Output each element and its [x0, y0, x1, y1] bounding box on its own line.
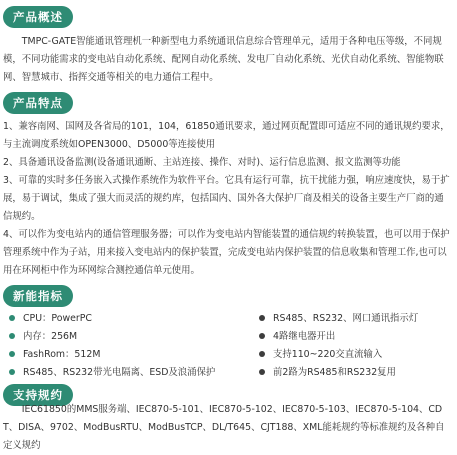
- feature-item-4: 4、可以作为变电站内的通信管理服务器；可以作为变电站内智能装置的通信规约转换装置，也可以用于保护管理系统中作为子站，用来接入变电站内的保护装置，完成变电站内保护装置的信息收集和管理工作,也可以用在环网柜中作为环网综合测控通信单元使用。: [3, 229, 450, 276]
- section-title-features: 产品特点: [3, 92, 73, 114]
- spec-item-left: [3, 310, 92, 328]
- bullet-dot-icon: [259, 351, 265, 357]
- bullet-dot-icon: [259, 369, 265, 375]
- spec-text: RS485、RS232、网口通讯指示灯: [273, 313, 419, 324]
- spec-item-right: [253, 346, 382, 364]
- bullet-dot-icon: [9, 351, 15, 357]
- spec-item-left: [3, 328, 77, 346]
- spec-row: [3, 346, 455, 364]
- spec-text: 内存：256M: [23, 331, 78, 342]
- feature-item-3: 3、可靠的实时多任务嵌入式操作系统作为软件平台。它具有运行可靠，抗干扰能力强，响应速度快，易于扩展，易于调试，集成了强大而灵活的规约库，包括国内、国外各大保护厂商及相关的设备主要生产厂商的通信规约。: [3, 175, 450, 222]
- section-title-specs: 新能指标: [3, 285, 73, 307]
- bullet-dot-icon: [9, 369, 15, 375]
- spec-row: [3, 364, 455, 382]
- section-title-protocols: 支持规约: [3, 384, 73, 406]
- bullet-dot-icon: [9, 315, 15, 321]
- bullet-dot-icon: [259, 333, 265, 339]
- spec-text: 4路继电器开出: [273, 331, 336, 342]
- spec-item-left: [3, 364, 215, 382]
- spec-text: FashRom：512M: [23, 349, 101, 360]
- bullet-dot-icon: [9, 333, 15, 339]
- spec-row: [3, 310, 455, 328]
- protocols-text: IEC61850的MMS服务端、IEC870-5-101、IEC870-5-102、IEC870-5-103、IEC870-5-104、CDT、DISA、9702、ModBusRTU、ModBusTCP、DL/T645、CJT188、XML能耗规约等标准规约及各种自定义规约: [3, 404, 445, 451]
- spec-text: 支持110~220交直流输入: [273, 349, 383, 360]
- spec-item-right: [253, 328, 335, 346]
- spec-item-left: [3, 346, 100, 364]
- bullet-dot-icon: [259, 315, 265, 321]
- section-title-overview: 产品概述: [3, 6, 73, 28]
- spec-list: [3, 310, 455, 382]
- overview-text: TMPC-GATE智能通讯管理机一种新型电力系统通讯信息综合管理单元，适用于各种电压等级，不同规模，不同功能需求的变电站自动化系统、配网自动化系统、发电厂自动化系统、光伏自动化系统、智能物联网、智慧城市、指挥交通等相关的电力通信工程中。: [3, 36, 444, 83]
- feature-item-2: 2、具备通讯设备监测(设备通讯通断、主站连接、操作、对时)、运行信息监测、报文监测等功能: [3, 157, 401, 168]
- feature-item-1: 1、兼容南网、国网及各省局的101，104，61850通讯要求，通过网页配置即可适应不同的通讯规约要求，与主流调度系统如OPEN3000、D5000等连接使用: [3, 121, 450, 150]
- spec-item-right: [253, 364, 396, 382]
- spec-row: [3, 328, 455, 346]
- spec-text: RS485、RS232带光电隔离、ESD及浪涌保护: [23, 367, 216, 378]
- spec-item-right: [253, 310, 418, 328]
- spec-text: 前2路为RS485和RS232复用: [273, 367, 396, 378]
- spec-text: CPU：PowerPC: [23, 313, 92, 324]
